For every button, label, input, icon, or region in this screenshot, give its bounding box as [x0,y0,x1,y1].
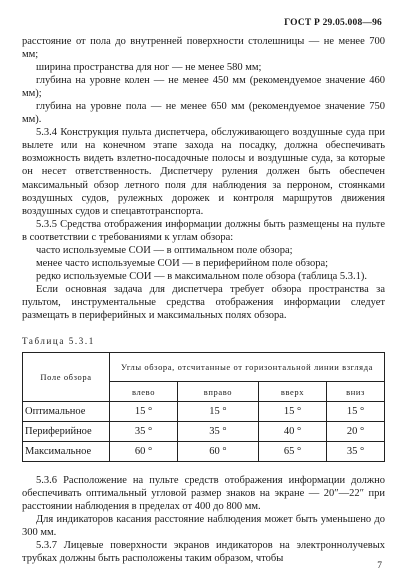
paragraph: 5.3.6 Расположение на пульте средств отображения информации должно обеспечивать оптимальный угловой размер знаков на экране — 20″—22″ при расстоянии наблюдения в пределах от 400 до 800 мм. [22,475,385,513]
table-cell: 20 ° [327,422,385,442]
direction-header: влево [110,382,178,402]
table-cell: 15 ° [327,402,385,422]
angles-group-header: Углы обзора, отсчитанные от горизонтальной линии взгляда [110,353,385,382]
row-name: Периферийное [23,422,110,442]
document-body [22,35,385,565]
table-cell: 40 ° [258,422,326,442]
table-row [23,422,385,442]
table-cell: 15 ° [110,402,178,422]
view-angles-table [22,352,385,462]
paragraph: глубина на уровне колен — не менее 450 мм (рекомендуемое значение 460 мм); [22,75,385,100]
paragraph: менее часто используемые СОИ — в периферийном поле обзора; [36,257,329,269]
table-cell: 35 ° [110,422,178,442]
page-number: 7 [377,561,382,571]
zone-column-header: Поле обзора [23,353,110,402]
row-name: Максимальное [23,442,110,462]
table-cell: 35 ° [178,422,259,442]
table-title: Таблица 5.3.1 [22,336,95,347]
table-header-row [23,353,385,382]
table-row [23,442,385,462]
paragraph: часто используемые СОИ — в оптимальном поле обзора; [36,244,293,256]
table-cell: 15 ° [258,402,326,422]
paragraphs-bottom [22,474,385,565]
paragraph: Для индикаторов касания расстояние наблюдения может быть уменьшено до 300 мм. [22,514,385,539]
paragraphs-top [22,35,385,322]
paragraph: глубина на уровне пола — не менее 650 мм (рекомендуемое значение 750 мм). [22,101,385,126]
paragraph: 5.3.5 Средства отображения информации должны быть размещены на пульте в соответствии с требованиями к углам обзора: [22,218,385,243]
row-name: Оптимальное [23,402,110,422]
table-cell: 65 ° [258,442,326,462]
table-cell: 60 ° [178,442,259,462]
direction-header: вправо [178,382,259,402]
paragraph: 5.3.7 Лицевые поверхности экранов индикаторов на электроннолучевых трубках должны быть расположены таким образом, чтобы [22,540,385,565]
direction-header: вниз [327,382,385,402]
paragraph: редко используемые СОИ — в максимальном поле обзора (таблица 5.3.1). [36,270,367,282]
paragraph: ширина пространства для ног — не менее 580 мм; [36,62,262,74]
table-row [23,402,385,422]
table-cell: 60 ° [110,442,178,462]
table-cell: 35 ° [327,442,385,462]
table-cell: 15 ° [178,402,259,422]
paragraph: Если основная задача для диспетчера требует обзора пространства за пультом, инструментальные средства отображения информации следует размещать в периферийных и максимальных полях обзора. [22,283,385,321]
paragraph: 5.3.4 Конструкция пульта диспетчера, обслуживающего воздушные суда при вылете или на конечном этапе захода на посадку, должна обеспечивать возможность видеть взлетно-посадочные полосы и воздушные суда, за которые он несет ответственность. Диспетчеру руления должен быть обеспечен максимальный обзор летного поля для наблюдения за перроном, стоянками воздушных судов, рулежных дорожек и контроля маршрутов движения воздушных судов и спецавтотранспорта. [22,127,385,217]
paragraph: расстояние от пола до внутренней поверхности столешницы — не менее 700 мм; [22,36,385,61]
direction-header: вверх [258,382,326,402]
standard-header: ГОСТ Р 29.05.008—96 [284,18,382,28]
